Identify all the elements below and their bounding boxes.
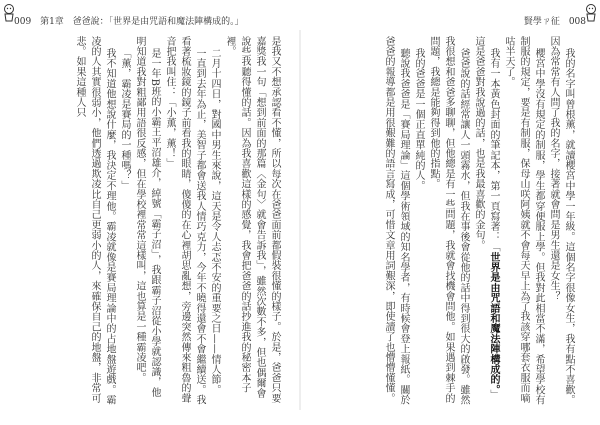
paragraph-with-quote bbox=[471, 36, 501, 406]
paragraph: 我的名字叫曾根薰，就讀櫻宮中學一年級。這個名字很像女生，我有點不喜歡。因為常常有人問了我的名字，接著就會問是男生還是女生？ bbox=[548, 36, 574, 405]
quote-outro: 」這是爸爸對我說過的話，也是我最喜歡的金句。 bbox=[473, 36, 499, 401]
chapter-label: 第1章 bbox=[40, 17, 64, 27]
chapter-title: 爸爸說：「世界是由咒語和魔法陣構成的。」 bbox=[72, 17, 244, 27]
paragraph: 二月十四日，對國中男生來說，這天是令人忐忑不安的重要之日——情人節。 bbox=[209, 48, 220, 395]
left-header bbox=[14, 14, 250, 27]
paragraph: 一直到去年為止，美智子都會送我人情巧克力，今年不曉得還會不會繼續送。我看著梳妝鏡的鏡子前看我的眼睛，傻傻的在心裡胡思亂想，旁邊突然傳來粗魯的聲音把我叫住：「小薰，薰！」 bbox=[164, 36, 205, 405]
paragraph: 我不知道他想說什麼，我決定不理他。霸凌就像是賽局理論中的占地盤遊戲。霸凌的人其實很弱小，他們透過欺凌比自己更弱小的人，來確保自己的地盤，非常可悲。如果這種人只 bbox=[74, 36, 115, 405]
right-header bbox=[518, 14, 586, 27]
paragraph: 爸爸說的話經常讓人一頭霧水，但我在事後會從他的話中得到很大的啟發。雖然我很想和爸爸多聊聊，但他總是有一些問題，我就會找機會問他。如果遇到棘手的問題，我總是能夠得到他的指點。 bbox=[428, 36, 469, 405]
bold-quote: 世界是由咒語和魔法陣構成的。 bbox=[488, 252, 499, 390]
right-page-text bbox=[314, 36, 576, 406]
paragraph: 是一年B班的小霸王平沼雄介，綽號「霸子沼」，我跟霸子沼從小學就認識，他明知道我對粗鄙用語很反感，但在學校裡常常這樣叫，這也算是一種霸凌吧。 bbox=[134, 36, 160, 398]
paragraph: 「薰，霸凌是賽局的一種嗎？」 bbox=[119, 48, 130, 191]
paragraph: 我的爸爸是一個正直單純的人。 bbox=[413, 48, 424, 191]
book-title: 賢學ㄗ征 bbox=[523, 17, 560, 27]
quote-intro: 我有一本黃色封面的筆記本，第一頁寫著：「 bbox=[488, 48, 499, 252]
paragraph: 聽說我爸爸是「賽局理論」這個學術領域的知名學者，有時候會登上報紙。關於爸爸的報導都是用很艱難的語言寫成，可惜文章用詞艱深，即使讀了也懵懵懂懂。 bbox=[383, 36, 409, 405]
paragraph: 是我又不想承認看不懂，所以每次在爸爸面前都假裝很懂的樣子。於是，爸爸只要嘉獎我一句「想到前面的那篇〈金句〉就會告訴我」，雖然次數不多，但也偶爾會說些我聽得懂的話。因為我喜歡這樣的感覺，我會把爸爸的話抄進我的秘密本子裡。 bbox=[224, 36, 280, 404]
mascot-icon bbox=[584, 3, 598, 23]
page-number: 009 bbox=[14, 17, 32, 27]
right-page bbox=[300, 0, 600, 425]
paragraph: 櫻宮中學沒有規定的制服，學生都穿便服上學。但我對此相當不滿，希望學校有制服的規定，要是有制服，保母山咲阿姨就不會每天早上為了我該穿哪套衣服而嘀咕半天了。 bbox=[503, 36, 544, 405]
left-page-text bbox=[20, 36, 282, 406]
page-number: 008 bbox=[568, 17, 586, 27]
